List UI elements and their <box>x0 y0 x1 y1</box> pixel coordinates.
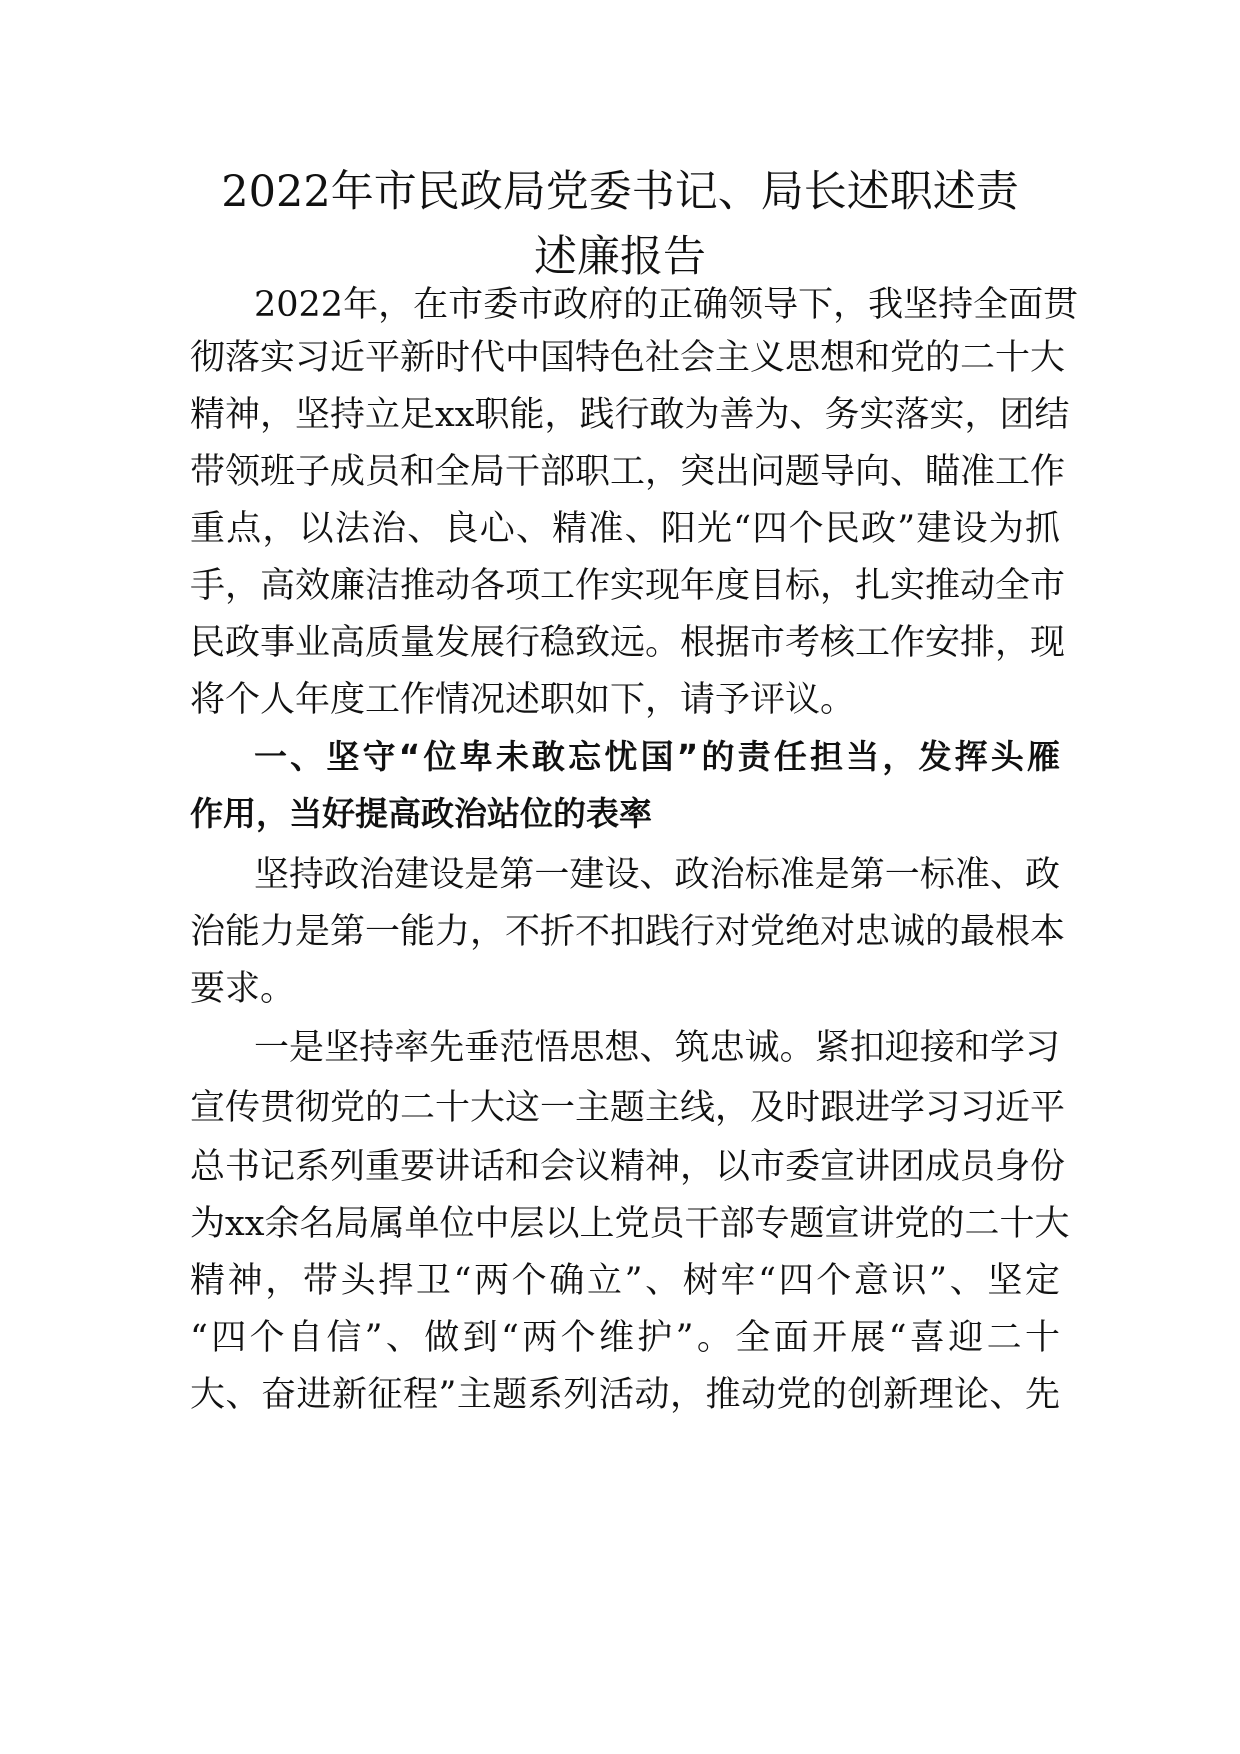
document-title <box>170 160 1070 290</box>
paragraph-line: 大、奋进新征程”主题系列活动，推动党的创新理论、先 <box>190 1375 1060 1415</box>
paragraph-line: 2022年，在市委市政府的正确领导下，我坚持全面贯 <box>254 285 1079 325</box>
paragraph-line: “四个自信”、做到“两个维护”。全面开展“喜迎二十 <box>190 1318 1060 1358</box>
section-heading-line: 一、坚守“位卑未敢忘忧国”的责任担当，发挥头雁 <box>254 737 1060 776</box>
paragraph-line: 精神，坚持立足xx职能，践行敢为善为、务实落实，团结 <box>190 395 1070 435</box>
paragraph-line: 治能力是第一能力，不折不扣践行对党绝对忠诚的最根本 <box>190 912 1066 952</box>
paragraph-line: 手，高效廉洁推动各项工作实现年度目标，扎实推动全市 <box>190 566 1066 606</box>
paragraph-line: 精神，带头捍卫“两个确立”、树牢“四个意识”、坚定 <box>190 1261 1060 1301</box>
paragraph-line: 将个人年度工作情况述职如下，请予评议。 <box>190 680 856 720</box>
paragraph-line: 一是坚持率先垂范悟思想、筑忠诚。紧扣迎接和学习 <box>254 1028 1060 1068</box>
title-line-1: 2022年市民政局党委书记、局长述职述责 <box>221 167 1019 217</box>
paragraph-line: 重点，以法治、良心、精准、阳光“四个民政”建设为抓 <box>190 509 1060 549</box>
paragraph-line: 坚持政治建设是第一建设、政治标准是第一标准、政 <box>254 855 1060 895</box>
paragraph-line: 为xx余名局属单位中层以上党员干部专题宣讲党的二十大 <box>190 1204 1070 1244</box>
section-heading-line: 作用，当好提高政治站位的表率 <box>190 794 652 833</box>
paragraph-line: 总书记系列重要讲话和会议精神，以市委宣讲团成员身份 <box>190 1147 1066 1187</box>
paragraph-line: 民政事业高质量发展行稳致远。根据市考核工作安排，现 <box>190 623 1066 663</box>
paragraph-line: 彻落实习近平新时代中国特色社会主义思想和党的二十大 <box>190 338 1066 378</box>
paragraph-line: 带领班子成员和全局干部职工，突出问题导向、瞄准工作 <box>190 452 1066 492</box>
paragraph-line: 要求。 <box>190 969 296 1009</box>
title-line-2: 述廉报告 <box>534 232 706 282</box>
paragraph-line: 宣传贯彻党的二十大这一主题主线，及时跟进学习习近平 <box>190 1088 1066 1128</box>
